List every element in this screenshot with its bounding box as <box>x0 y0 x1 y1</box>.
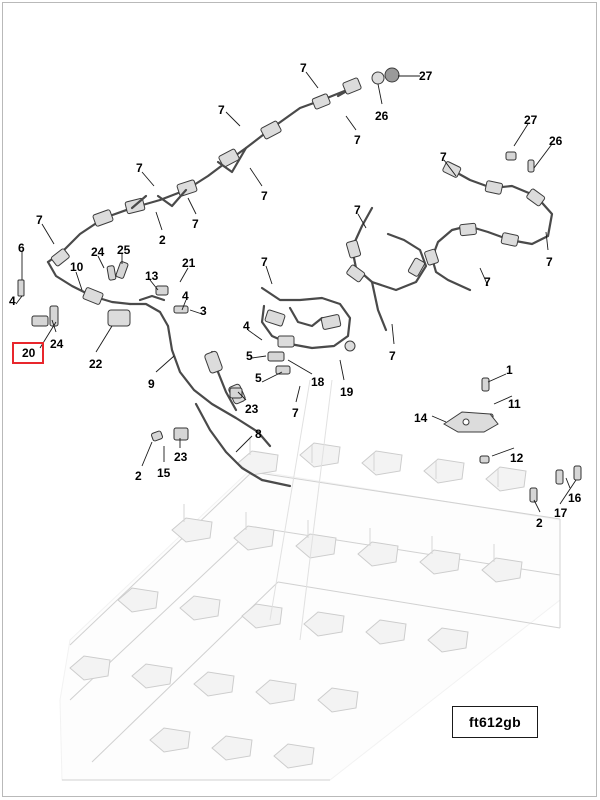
callout-7: 7 <box>218 103 225 117</box>
callout-7: 7 <box>546 255 553 269</box>
callout-19: 19 <box>340 385 354 399</box>
callout-7: 7 <box>440 150 447 164</box>
callout-23: 23 <box>174 450 188 464</box>
callout-7: 7 <box>136 161 143 175</box>
callout-21: 21 <box>182 256 196 270</box>
callout-16: 16 <box>568 491 582 505</box>
callout-5: 5 <box>255 371 262 385</box>
callout-2: 2 <box>159 233 166 247</box>
callout-4: 4 <box>243 319 250 333</box>
callout-15: 15 <box>157 466 171 480</box>
callout-24: 24 <box>50 337 64 351</box>
callout-10: 10 <box>70 260 84 274</box>
callout-18: 18 <box>311 375 325 389</box>
callout-7: 7 <box>354 133 361 147</box>
callout-7: 7 <box>300 61 307 75</box>
callout-7: 7 <box>292 406 299 420</box>
callout-5: 5 <box>246 349 253 363</box>
callout-13: 13 <box>145 269 159 283</box>
fuel-line-network <box>18 68 582 505</box>
callout-25: 25 <box>117 243 131 257</box>
callout-22: 22 <box>89 357 103 371</box>
callout-7: 7 <box>261 255 268 269</box>
callout-23: 23 <box>245 402 259 416</box>
callout-7: 7 <box>261 189 268 203</box>
callout-17: 17 <box>554 506 568 520</box>
callout-7: 7 <box>389 349 396 363</box>
callout-11: 11 <box>508 397 521 411</box>
callout-14: 14 <box>414 411 428 425</box>
callout-2: 2 <box>536 516 543 530</box>
callout-7: 7 <box>192 217 199 231</box>
callout-8: 8 <box>255 427 262 441</box>
callout-2: 2 <box>135 469 142 483</box>
callout-26: 26 <box>549 134 563 148</box>
callout-1: 1 <box>506 363 513 377</box>
diagram-reference-label: ft612gb <box>452 706 538 738</box>
callout-20: 20 <box>22 346 36 360</box>
callout-9: 9 <box>148 377 155 391</box>
callout-12: 12 <box>510 451 524 465</box>
callout-3: 3 <box>200 304 207 318</box>
callout-27: 27 <box>419 69 433 83</box>
callout-4: 4 <box>182 289 189 303</box>
callout-7: 7 <box>484 275 491 289</box>
callout-7: 7 <box>354 203 361 217</box>
callout-4: 4 <box>9 294 16 308</box>
callout-24: 24 <box>91 245 105 259</box>
callout-6: 6 <box>18 241 25 255</box>
callout-27: 27 <box>524 113 538 127</box>
callout-7: 7 <box>36 213 43 227</box>
callout-26: 26 <box>375 109 389 123</box>
